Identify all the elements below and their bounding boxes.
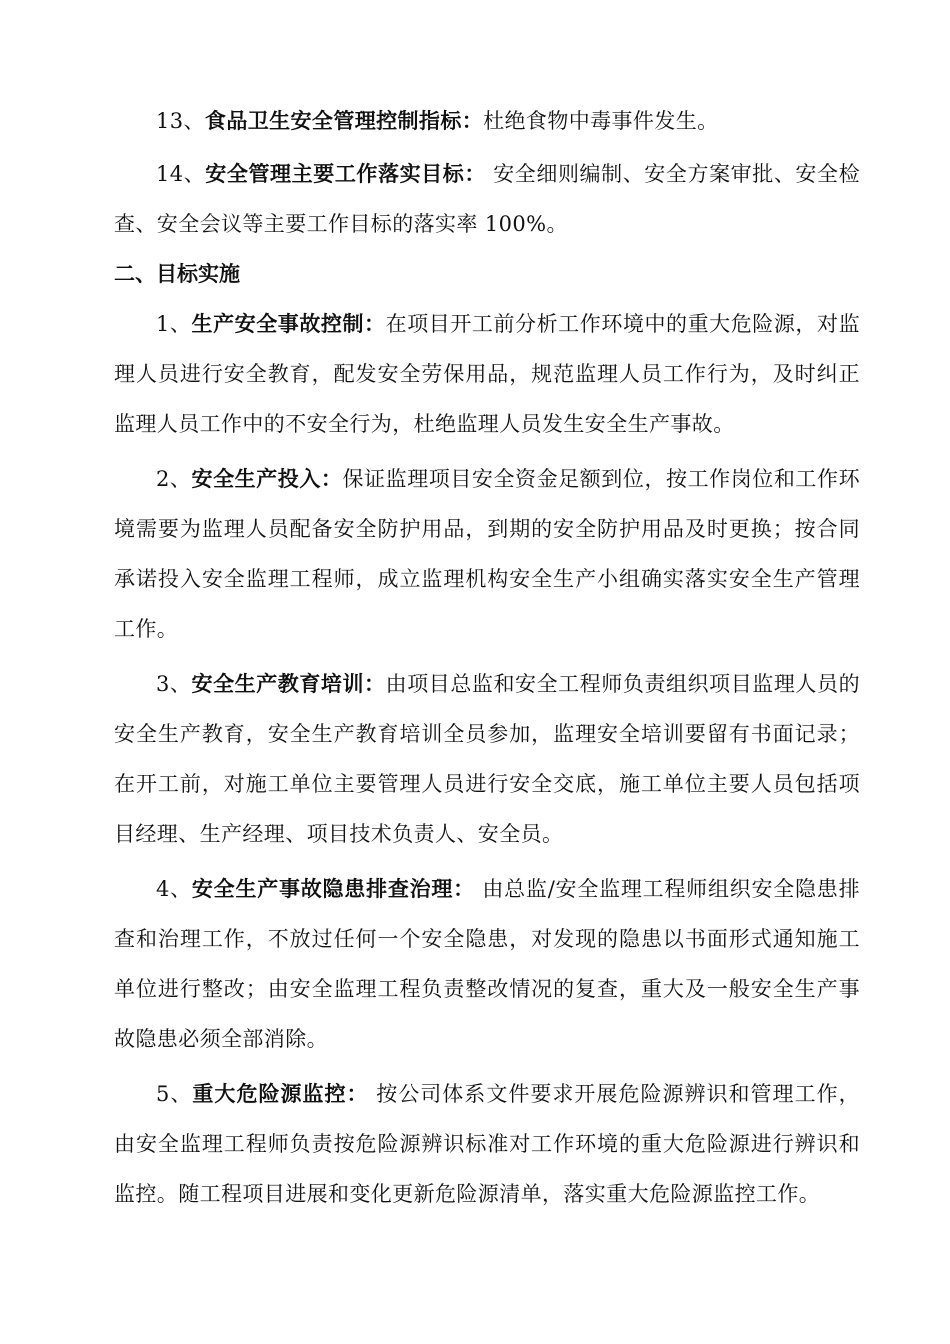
item-body: 杜绝食物中毒事件发生。 (483, 109, 719, 133)
paragraph-item-4 (114, 864, 860, 1064)
item-number: 3、 (156, 672, 192, 696)
item-title: 安全管理主要工作落实目标： (205, 161, 486, 186)
section-heading: 二、目标实施 (114, 261, 240, 286)
paragraph-item-14 (114, 149, 860, 249)
item-title: 重大危险源监控： (192, 1081, 369, 1106)
item-body: 安全细则编制、安全方案审批、安全检查、安全会议等主要工作目标的落实率 100%。 (114, 162, 860, 236)
item-number: 5、 (156, 1082, 193, 1106)
item-number: 13、 (156, 109, 205, 133)
item-number: 2、 (156, 467, 192, 491)
item-title: 安全生产投入： (191, 466, 343, 491)
paragraph-item-2 (114, 454, 860, 654)
paragraph-item-3 (114, 659, 860, 859)
item-number: 1、 (156, 312, 192, 336)
document-content (114, 96, 860, 1219)
item-body: 保证监理项目安全资金足额到位，按工作岗位和工作环境需要为监理人员配备安全防护用品，到期的安全防护用品及时更换；按合同承诺投入安全监理工程师，成立监理机构安全生产小组确实落实安全生产管理工作。 (114, 467, 860, 641)
paragraph-item-5 (114, 1069, 860, 1219)
item-number: 4、 (156, 877, 192, 901)
item-number: 14、 (156, 162, 206, 186)
item-title: 安全生产教育培训： (191, 671, 386, 696)
item-title: 生产安全事故控制： (191, 311, 386, 336)
item-body: 由项目总监和安全工程师负责组织项目监理人员的安全生产教育，安全生产教育培训全员参加，监理安全培训要留有书面记录；在开工前，对施工单位主要管理人员进行安全交底，施工单位主要人员包括项目经理、生产经理、项目技术负责人、安全员。 (114, 672, 860, 846)
item-body: 由总监/安全监理工程师组织安全隐患排查和治理工作，不放过任何一个安全隐患，对发现的隐患以书面形式通知施工单位进行整改；由安全监理工程负责整改情况的复查，重大及一般安全生产事故隐患必须全部消除。 (114, 877, 860, 1051)
item-body: 在项目开工前分析工作环境中的重大危险源，对监理人员进行安全教育，配发安全劳保用品，规范监理人员工作行为，及时纠正监理人员工作中的不安全行为，杜绝监理人员发生安全生产事故。 (114, 312, 860, 436)
paragraph-item-13 (114, 96, 860, 146)
paragraph-item-1 (114, 299, 860, 449)
item-title: 安全生产事故隐患排查治理： (191, 876, 475, 901)
item-title: 食品卫生安全管理控制指标： (204, 108, 484, 133)
item-body: 按公司体系文件要求开展危险源辨识和管理工作，由安全监理工程师负责按危险源辨识标准对工作环境的重大危险源进行辨识和监控。随工程项目进展和变化更新危险源清单，落实重大危险源监控工作。 (114, 1082, 860, 1206)
